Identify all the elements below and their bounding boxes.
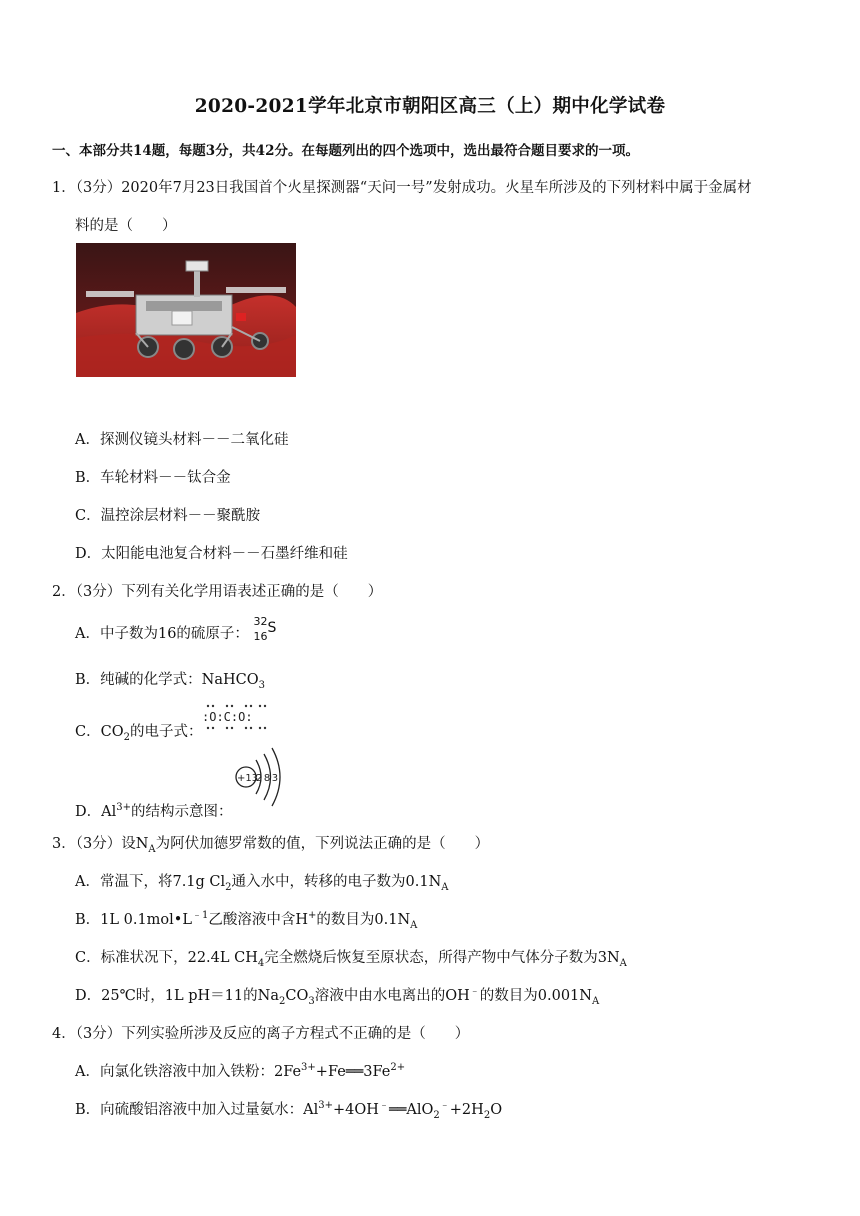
subscript: 2 [123,731,130,743]
co2-formula-text: :O:C:O: [202,710,253,724]
q3-option-a [75,870,449,891]
subscript: 2 [278,995,286,1007]
q4-option-a [75,1060,405,1081]
q3-option-b-text: B．1L 0.1mol•L [75,912,192,928]
subscript: 3 [258,679,265,691]
subscript: 3 [308,995,315,1007]
co2-electron-formula-diagram [200,702,274,736]
sulfur-isotope-notation [253,615,280,644]
electron-dot-structure [200,702,274,732]
superscript: ﹣ [439,1100,450,1112]
element-symbol: S [267,620,277,636]
superscript: + [308,910,317,922]
superscript: 2+ [390,1062,406,1074]
q2-option-d-text-2: 的结构示意图： [130,804,233,820]
nucleus-charge: +13 [237,773,259,784]
q2-option-c-text-2: 的电子式： [129,724,203,740]
q3-option-d-text-3: 溶液中由水电离出的OH [314,988,470,1004]
q2-option-b [75,668,265,689]
q2-option-c-text: C．CO [75,724,124,740]
subscript: 4 [257,957,265,969]
superscript: 3+ [116,802,131,814]
superscript: 3+ [301,1062,316,1074]
q3-option-c-text-2: 完全燃烧后恢复至原状态，所得产物中气体分子数为3N [264,950,620,966]
q2-option-a [75,615,280,644]
q3-option-d [75,984,599,1005]
q1-stem-line1: 1．（3分）2020年7月23日我国首个火星探测器“天问一号”发射成功。火星车所涉及的下列材料中属于金属材 [52,180,752,196]
mars-rover-illustration [76,243,296,377]
superscript: ﹣ [378,1100,389,1112]
q2-option-b-text: B．纯碱的化学式：NaHCO [75,672,259,688]
q2-option-d-text: D．Al [75,804,117,820]
q3-stem-text-2: 为阿伏加德罗常数的值，下列说法正确的是（ ） [155,836,490,852]
page-title: 2020-2021学年北京市朝阳区高三（上）期中化学试卷 [194,96,666,117]
mars-rover-image [76,243,296,377]
q3-option-d-text-4: 的数目为0.001N [479,988,592,1004]
q3-option-a-text: A．常温下，将7.1g Cl [75,874,226,890]
subscript: A [591,995,600,1007]
subscript: A [619,957,627,969]
q3-option-b-text-3: 的数目为0.1N [316,912,411,928]
subscript: 2 [433,1109,440,1121]
subscript: A [441,881,449,893]
q1-option-a: A．探测仪镜头材料－－二氧化硅 [75,432,289,448]
q4-option-b [75,1098,502,1119]
q4-option-b-text-3: ══AlO [388,1102,434,1118]
q3-option-c [75,946,627,967]
q3-option-c-text: C．标准状况下，22.4L CH [75,950,258,966]
q3-option-b [75,908,417,929]
q3-option-b-text-2: 乙酸溶液中含H [208,912,309,928]
q1-option-b: B．车轮材料－－钛合金 [75,470,231,486]
q4-option-b-text: B．向硫酸铝溶液中加入过量氨水：Al [75,1102,319,1118]
q3-option-d-text-2: CO [285,988,309,1004]
superscript: ﹣1 [191,910,209,922]
q2-option-d [75,800,232,821]
q4-stem: 4．（3分）下列实验所涉及反应的离子方程式不正确的是（ ） [52,1026,470,1042]
subscript: A [410,919,418,931]
q4-option-b-text-5: O [490,1102,503,1118]
q1-option-c: C．温控涂层材料－－聚酰胺 [75,508,261,524]
q4-option-a-text-2: +Fe══3Fe [315,1064,391,1080]
superscript: 3+ [318,1100,334,1112]
q3-option-a-text-2: 通入水中，转移的电子数为0.1N [231,874,442,890]
q2-option-a-text: A．中子数为16的硫原子： [75,626,249,642]
q4-option-a-text: A．向氯化铁溶液中加入铁粉：2Fe [75,1064,302,1080]
atomic-number: 16 [253,630,268,643]
mass-number: 32 [253,615,268,628]
q4-option-b-text-4: +2H [449,1102,484,1118]
q3-option-d-text: D．25℃时，1L pH＝11的Na [75,988,279,1004]
q2-stem: 2．（3分）下列有关化学用语表述正确的是（ ） [52,584,383,600]
superscript: ﹣ [469,986,480,998]
atomic-structure-diagram [234,744,290,810]
subscript: A [148,843,156,855]
subscript: 2 [225,881,232,893]
q4-option-b-text-2: +4OH [333,1102,379,1118]
section-heading: 一、本部分共14题，每题3分，共42分。在每题列出的四个选项中，选出最符合题目要求的一项。 [52,143,639,159]
q2-option-c [75,720,202,741]
q1-stem-line2: 料的是（ ） [75,218,177,234]
shell-electrons: 283 [256,773,280,784]
q1-option-d: D．太阳能电池复合材料－－石墨纤维和硅 [75,546,348,562]
al-ion-structure-diagram [234,744,290,814]
subscript: 2 [483,1109,491,1121]
q3-stem [52,832,489,853]
q3-stem-text: 3．（3分）设N [52,836,149,852]
